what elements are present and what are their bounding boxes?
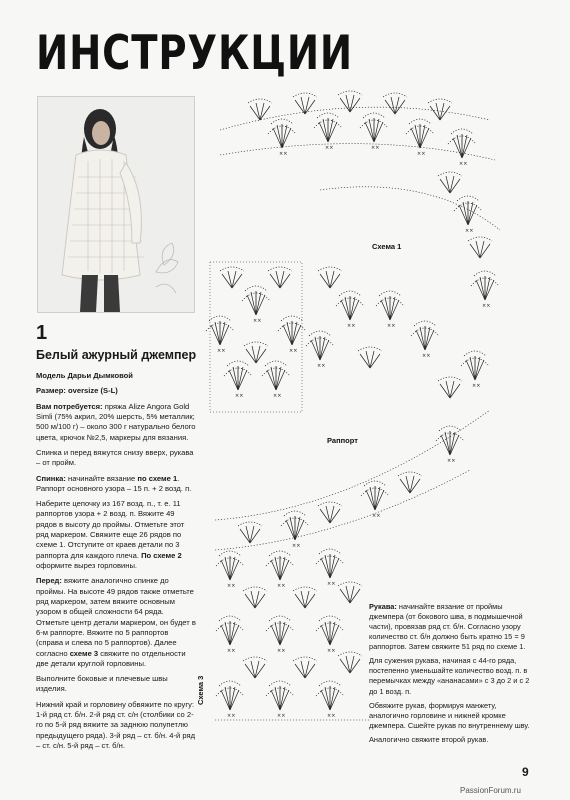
model-photo — [37, 96, 195, 313]
sleeve-instructions — [369, 602, 535, 749]
sleeve-text-1: начинайте вязание от проймы джемпера (от бокового шва, в подмышечной части), провязав ряд ст. б/н. Согласно узору количество ст. б/н должно быть кратно 15 = 9 раппортов. Затем свяжите 51 ряд по схеме 1. — [369, 602, 526, 652]
sleeve-label: Рукава: — [369, 602, 397, 611]
model-title: Белый ажурный джемпер — [36, 348, 197, 362]
repeat-label: Раппорт — [327, 436, 358, 445]
back-paragraph — [36, 474, 196, 495]
materials-paragraph — [36, 402, 196, 443]
size-label: Размер: — [36, 386, 66, 396]
scheme-3-label: Схема 3 — [196, 675, 205, 705]
size-line — [36, 386, 196, 396]
model-number: 1 — [36, 322, 48, 344]
front-text-2: свяжите по отдельности две детали круглой горловины. — [36, 648, 186, 668]
sleeve-paragraph-3: Обвяжите рукав, формируя манжету, аналогично горловине и нижней кромке джемпера. Сшейте рукав по внутреннему шву. — [369, 700, 530, 730]
back-paragraph-2 — [36, 499, 196, 571]
sleeve-paragraph-2: Для сужения рукава, начиная с 44-го ряда, постепенно уменьшайте количество возд. п. в перемычках между «ананасами» с 3 до 2 и с 2 до 1 возд. п. — [369, 656, 530, 696]
watermark: PassionForum.ru — [460, 786, 521, 795]
front-paragraph — [36, 576, 196, 669]
back-text: начинайте вязание — [65, 473, 138, 483]
front-scheme3-ref: схеме 3 — [69, 648, 99, 658]
back-scheme2-ref: По схеме 2 — [141, 550, 182, 560]
back-text-2: . Раппорт основного узора – 15 п. + 2 возд. п. — [36, 473, 192, 493]
scheme-1-chart — [220, 91, 500, 309]
back-text-4: оформите вырез горловины. — [36, 561, 138, 570]
front-text: вяжите аналогично спинке до проймы. На высоте 49 рядов также отметьте ряд маркером, затем вяжите основным узором в общей сложности 64 ряда. Отметьте центр детали маркером, он будет в 6-м раппорте. Вяжите по 5 раппортов (справа и слева по 5 раппортов). Далее согласно — [36, 576, 196, 658]
front-label: Перед: — [36, 576, 62, 586]
designer: Модель Дарьи Дымковой — [36, 371, 133, 380]
sleeve-paragraph-1 — [369, 602, 535, 652]
materials-text: пряжа Alize Angora Gold Simli (75% акрил, 20% шерсть, 5% металлик; 500 м/100 г) – около 300 г натурально белого цвета, крючок №2,5, маркеры для вязания. — [36, 401, 196, 442]
repeat-chart — [206, 262, 489, 412]
edging-paragraph: Нижний край и горловину обвяжите по кругу: 1-й ряд ст. б/н. 2-й ряд ст. с/н (столбики со 2-го по 5-й ряд вяжите за заднюю полупетлю предыдущего ряда). 3-й ряд – ст. б/н. 4-й ряд – ст. с/н. 5-й ряд – ст. б/н. — [36, 699, 196, 750]
crochet-charts: ×× — [200, 90, 500, 730]
sleeve-paragraph-4: Аналогично свяжите второй рукав. — [369, 734, 489, 744]
assembly-paragraph: Выполните боковые и плечевые швы изделия. — [36, 674, 168, 694]
back-text-3: Наберите цепочку из 167 возд. п., т. е. 11 раппортов узора + 2 возд. п. Вяжите 49 рядов в высоту до проймы. Отметьте этот ряд маркером. Свяжите еще 26 рядов по схеме 1. Отступите от краев детали по 3 раппорта для каждого плеча. — [36, 499, 185, 560]
back-label: Спинка: — [36, 473, 66, 483]
model-photo-illustration — [38, 97, 194, 312]
back-scheme-ref: по схеме 1 — [137, 473, 178, 483]
page-title: ИНСТРУКЦИИ — [36, 26, 354, 81]
materials-label: Вам потребуется: — [36, 401, 103, 411]
intro-paragraph: Спинка и перед вяжутся снизу вверх, рукава – от пройм. — [36, 447, 194, 468]
instructions-column — [36, 371, 196, 756]
size-value: oversize (S-L) — [65, 386, 118, 396]
scheme-1-label: Схема 1 — [372, 242, 402, 251]
page-number: 9 — [522, 765, 529, 779]
